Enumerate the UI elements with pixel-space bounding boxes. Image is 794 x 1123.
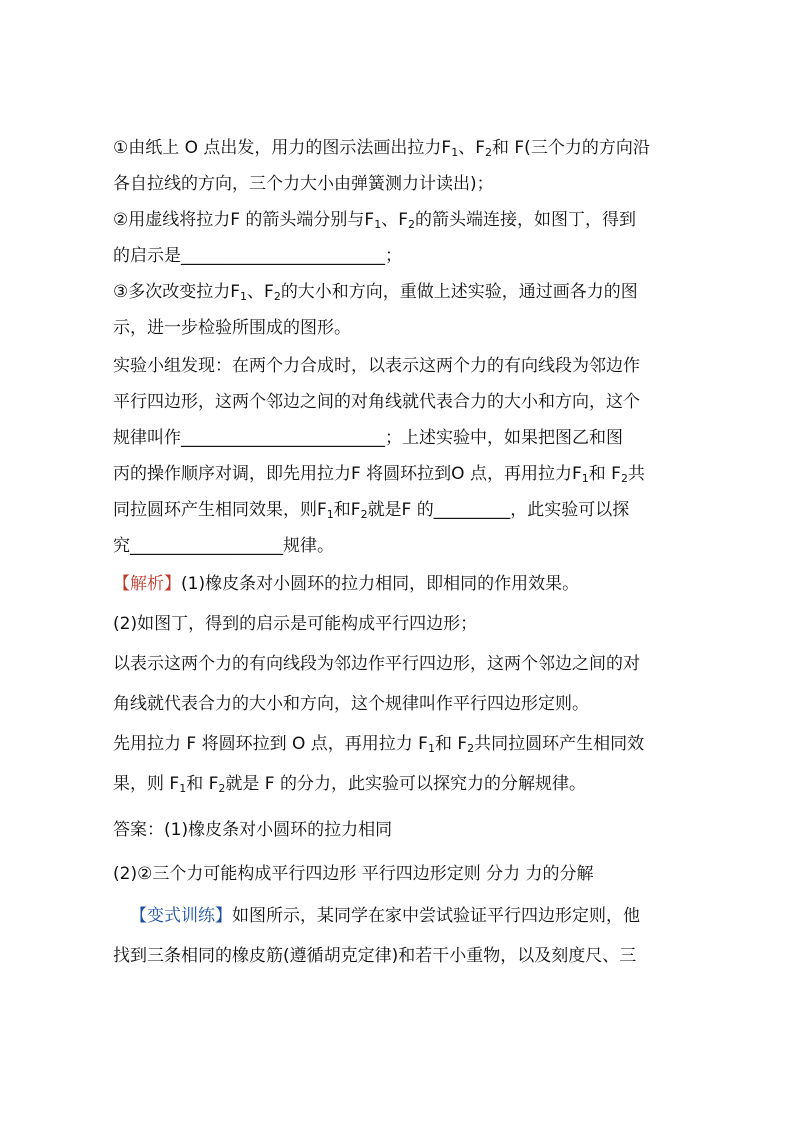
text-segment: 共同拉圆环产生相同效 [474,734,645,754]
finding-line-2: 平行四边形，这两个邻边之间的对角线就代表合力的大小和方向，这个 [113,392,640,412]
subscript: 1 [326,508,334,521]
analysis-line-6 [113,772,693,801]
subscript: 2 [620,472,628,485]
subscript: 1 [240,290,248,303]
subscript: 2 [485,146,492,159]
text-segment: 共 [627,464,645,484]
subscript: 2 [360,508,368,521]
text-segment: ③多次改变拉力F [113,282,241,302]
variant-training-tag: 【变式训练】 [130,906,232,926]
text-segment: 如图所示，某同学在家中尝试验证平行四边形定则，他 [232,906,640,926]
analysis-line-1 [113,572,693,596]
text-segment: 、F [247,282,274,302]
finding-line-3: 规律叫作________________________；上述实验中，如果把图乙和图 [113,428,623,448]
step-2-line-2: 的启示是________________________； [113,246,402,266]
text-segment: 的大小和方向，重做上述实验，通过画各力的图 [280,282,638,302]
subscript: 1 [374,218,382,231]
text-segment: 、F [381,210,408,230]
text-segment: 和 F [588,464,621,484]
subscript: 1 [581,472,589,485]
text-segment: 先用拉力 F 将圆环拉到 O 点，再用拉力 F [113,734,428,754]
text-segment: 丙的操作顺序对调，即先用拉力F 将圆环拉到O 点，再用拉力F [113,464,582,484]
subscript: 2 [407,218,415,231]
text-segment: ①由纸上 O 点出发，用力的图示法画出拉力F [113,138,452,158]
subscript: 1 [451,146,459,159]
text-segment: (1)橡皮条对小圆环的拉力相同，即相同的作用效果。 [181,574,580,594]
subscript: 2 [467,742,475,755]
text-segment: 和 F [434,734,468,754]
text-segment: 和 F [186,774,219,794]
answer-line-2: (2)②三个力可能构成平行四边形 平行四边形定则 分力 力的分解 [113,864,594,884]
step-1-line-1 [113,136,693,165]
text-segment: 果，则 F [113,774,180,794]
finding-line-6: 究__________________规律。 [113,536,334,556]
text-segment: 就是 F 的分力，此实验可以探究力的分解规律。 [225,774,586,794]
variant-training-line-1 [130,904,693,928]
step-3-line-2: 示，进一步检验所围成的图形。 [113,318,351,338]
finding-line-5 [113,498,693,527]
answer-line-1: 答案：(1)橡皮条对小圆环的拉力相同 [113,820,393,840]
analysis-line-5 [113,732,693,761]
subscript: 1 [179,782,187,795]
text-segment: 的箭头端连接，如图丁，得到 [414,210,636,230]
analysis-tag: 【解析】 [113,574,181,594]
analysis-line-2: (2)如图丁，得到的启示是可能构成平行四边形； [113,614,478,634]
text-segment: 、F [458,138,485,158]
step-3-line-1 [113,280,693,309]
subscript: 1 [427,742,435,755]
variant-training-line-2: 找到三条相同的橡皮筋(遵循胡克定律)和若干小重物，以及刻度尺、三 [113,946,637,966]
subscript: 2 [273,290,281,303]
text-segment: 同拉圆环产生相同效果，则F [113,500,327,520]
text-segment: ②用虚线将拉力F 的箭头端分别与F [113,210,375,230]
text-segment: 和 F(三个力的方向沿 [492,138,650,158]
analysis-line-4: 角线就代表合力的大小和方向，这个规律叫作平行四边形定则。 [113,694,589,714]
text-segment: 就是F 的_________，此实验可以探 [367,500,630,520]
analysis-line-3: 以表示这两个力的有向线段为邻边作平行四边形，这两个邻边之间的对 [113,654,640,674]
step-1-line-2: 各自拉线的方向，三个力大小由弹簧测力计读出)； [113,174,494,194]
finding-line-1: 实验小组发现：在两个力合成时，以表示这两个力的有向线段为邻边作 [113,356,640,376]
subscript: 2 [218,782,226,795]
text-segment: 和F [333,500,361,520]
step-2-line-1 [113,208,693,237]
finding-line-4 [113,462,693,491]
